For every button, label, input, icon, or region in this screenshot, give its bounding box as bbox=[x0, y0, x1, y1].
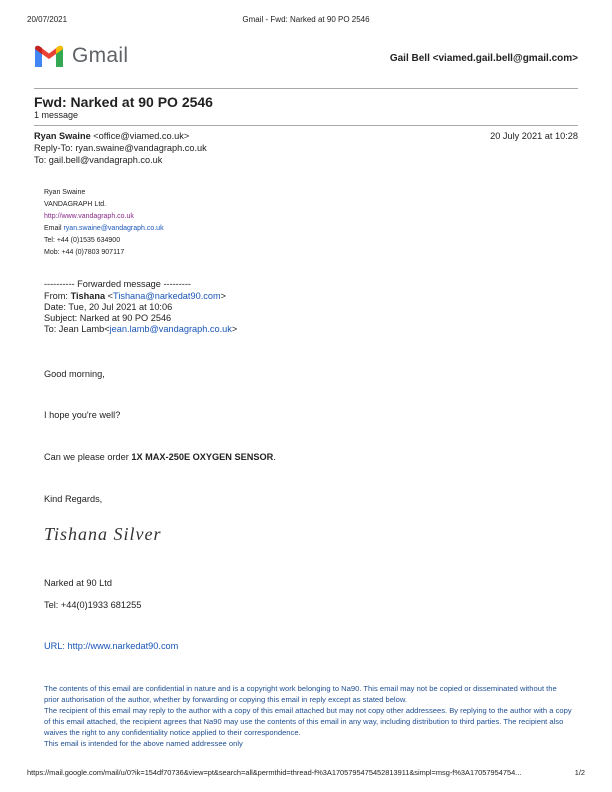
signature-name: Ryan Swaine bbox=[44, 189, 86, 196]
print-date: 20/07/2021 bbox=[27, 15, 68, 24]
sender-tel: Tel: +44(0)1933 681255 bbox=[44, 600, 142, 610]
sender-line bbox=[34, 131, 189, 141]
sender-company: Narked at 90 Ltd bbox=[44, 578, 112, 588]
account-label: Gail Bell <viamed.gail.bell@gmail.com> bbox=[389, 53, 578, 64]
closing: Kind Regards, bbox=[44, 494, 103, 504]
gmail-logo-icon bbox=[34, 43, 64, 68]
url-line bbox=[44, 641, 178, 651]
print-footer-url: https://mail.google.com/mail/u/0?ik=154df70736&view=pt&search=all&permthid=thread-f%3A1705795475452813911&simpl=msg-f%3A17057954754... bbox=[27, 768, 522, 777]
forward-from-label: From: bbox=[44, 291, 68, 301]
forward-from-email-link[interactable]: Tishana@narkedat90.com bbox=[113, 291, 221, 301]
signature-tel: Tel: +44 (0)1535 634900 bbox=[44, 237, 121, 244]
order-prefix: Can we please order bbox=[44, 452, 129, 462]
sender-email: <office@viamed.co.uk> bbox=[93, 131, 190, 141]
order-suffix: . bbox=[273, 452, 276, 462]
recipient-to: To: gail.bell@vandagraph.co.uk bbox=[34, 155, 163, 165]
print-title: Gmail - Fwd: Narked at 90 PO 2546 bbox=[242, 15, 370, 24]
print-page-number: 1/2 bbox=[574, 768, 585, 777]
sender-name: Ryan Swaine bbox=[34, 131, 91, 141]
signature-mob: Mob: +44 (0)7803 907117 bbox=[44, 249, 125, 256]
legal-disclaimer bbox=[44, 683, 572, 750]
signature-email-label: Email bbox=[44, 225, 62, 232]
signature-email-line bbox=[44, 225, 164, 232]
forward-to-label: To: Jean Lamb bbox=[44, 324, 105, 334]
signature-email-link[interactable]: ryan.swaine@vandagraph.co.uk bbox=[63, 225, 164, 232]
message-count: 1 message bbox=[34, 110, 79, 120]
legal-paragraph: The recipient of this email may reply to the author with a copy of this email attached but may not copy other addressees. By replying to the author with a copy of this email attached, the recipient agrees that Na90 may use the contents of this email in any way, including distribution to third parties. The recipient also waives the right to any confidentiality notice applied to their correspondence. bbox=[44, 706, 572, 738]
reply-to: Reply-To: ryan.swaine@vandagraph.co.uk bbox=[34, 143, 207, 153]
subject-divider bbox=[34, 125, 578, 126]
legal-paragraph: This email is intended for the above named addressee only bbox=[44, 739, 243, 749]
greeting: Good morning, bbox=[44, 369, 105, 379]
forward-subject: Subject: Narked at 90 PO 2546 bbox=[44, 313, 172, 323]
thread-subject: Fwd: Narked at 90 PO 2546 bbox=[34, 94, 213, 110]
order-item: 1X MAX-250E OXYGEN SENSOR bbox=[131, 452, 274, 462]
handwritten-signature: Tishana Silver bbox=[44, 524, 162, 544]
gmail-wordmark: Gmail bbox=[72, 44, 129, 67]
forward-to-email-link[interactable]: jean.lamb@vandagraph.co.uk bbox=[109, 324, 232, 334]
forward-from: From: Tishana <Tishana@narkedat90.com> bbox=[44, 291, 226, 301]
company-url-link[interactable]: http://www.narkedat90.com bbox=[67, 641, 179, 651]
forward-date: Date: Tue, 20 Jul 2021 at 10:06 bbox=[44, 302, 173, 312]
body-line-wellbeing: I hope you're well? bbox=[44, 410, 121, 420]
signature-company: VANDAGRAPH Ltd. bbox=[44, 201, 107, 208]
signature-website-link[interactable]: http://www.vandagraph.co.uk bbox=[44, 213, 134, 220]
order-request bbox=[44, 452, 276, 462]
forward-from-name: Tishana bbox=[70, 291, 106, 301]
header-divider bbox=[34, 88, 578, 89]
forward-divider: ---------- Forwarded message --------- bbox=[44, 279, 191, 289]
message-date: 20 July 2021 at 10:28 bbox=[490, 131, 578, 141]
url-label: URL: bbox=[44, 641, 65, 651]
forward-to: To: Jean Lamb<jean.lamb@vandagraph.co.uk> bbox=[44, 324, 238, 334]
legal-paragraph: The contents of this email are confidential in nature and is a copyright work belonging to Na90. This email may not be copied or disseminated without the prior authorisation of the author, whether by forwarding or copying this email in reply except as stated below. bbox=[44, 684, 557, 705]
